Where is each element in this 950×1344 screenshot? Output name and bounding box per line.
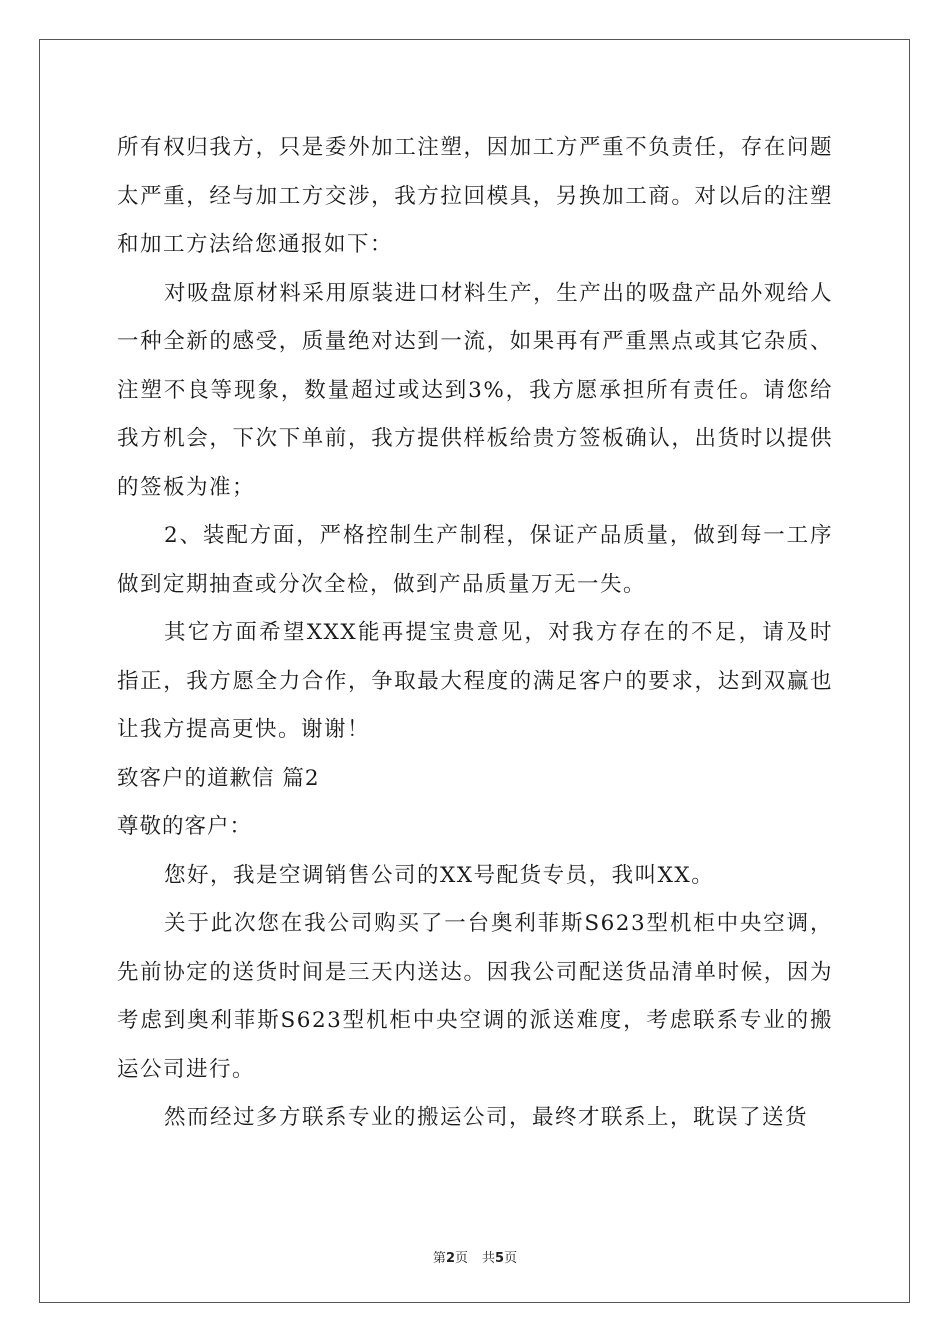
document-body: [117, 124, 833, 1143]
paragraph: 关于此次您在我公司购买了一台奥利菲斯S623型机柜中央空调，先前协定的送货时间是三天内送达。因我公司配送货品清单时候，因为考虑到奥利菲斯S623型机柜中央空调的派送难度，考虑联系专业的搬运公司进行。: [117, 911, 833, 1082]
footer-prefix: 第: [432, 1251, 446, 1266]
paragraph: 然而经过多方联系专业的搬运公司，最终才联系上，耽误了送货: [164, 1105, 809, 1130]
paragraph: 2、装配方面，严格控制生产制程，保证产品质量，做到每一工序做到定期抽查或分次全检，做到产品质量万无一失。: [117, 523, 833, 597]
paragraph: 对吸盘原材料采用原装进口材料生产，生产出的吸盘产品外观给人一种全新的感受，质量绝对达到一流，如果再有严重黑点或其它杂质、注塑不良等现象，数量超过或达到3%，我方愿承担所有责任。请您给我方机会，下次下单前，我方提供样板给贵方签板确认，出货时以提供的签板为准；: [117, 280, 833, 500]
paragraph: 所有权归我方，只是委外加工注塑，因加工方严重不负责任，存在问题太严重，经与加工方交涉，我方拉回模具，另换加工商。对以后的注塑和加工方法给您通报如下：: [117, 135, 833, 257]
footer-total-suffix: 页: [504, 1251, 518, 1266]
footer-total-prefix: 共: [482, 1251, 496, 1266]
salutation: 尊敬的客户：: [117, 814, 253, 839]
section-heading: 致客户的道歉信 篇2: [117, 765, 320, 791]
current-page-number: 2: [445, 1251, 455, 1266]
paragraph: 您好，我是空调销售公司的XX号配货专员，我叫XX。: [164, 862, 715, 888]
page-footer: [0, 1247, 950, 1266]
footer-page-word: 页: [454, 1251, 468, 1266]
total-pages-number: 5: [495, 1251, 505, 1266]
paragraph: 其它方面希望XXX能再提宝贵意见，对我方存在的不足，请及时指正，我方愿全力合作，争取最大程度的满足客户的要求，达到双赢也让我方提高更快。谢谢！: [117, 620, 833, 742]
